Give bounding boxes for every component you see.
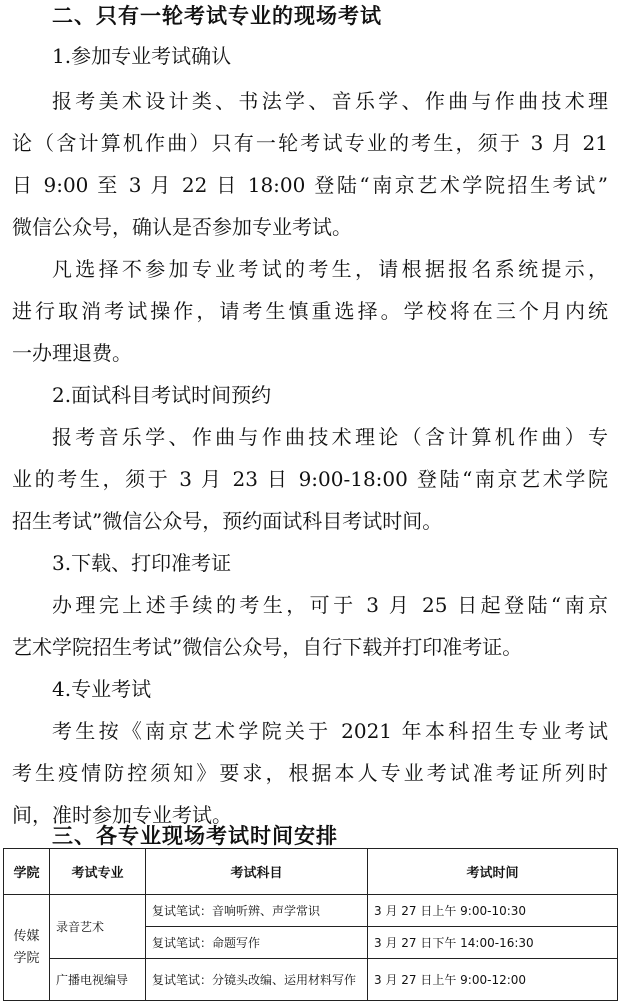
paragraph-line: 报考音乐学、作曲与作曲技术理论（含计算机作曲）专 (52, 425, 608, 449)
major-cell: 广播电视编导 (50, 959, 146, 1001)
column-header-major: 考试专业 (50, 849, 146, 895)
paragraph-line: 进行取消考试操作，请考生慎重选择。学校将在三个月内统 (12, 299, 608, 323)
subsection-3-title: 3.下载、打印准考证 (52, 551, 232, 575)
major-cell: 录音艺术 (50, 895, 146, 959)
table-row (4, 895, 618, 927)
paragraph-line: 微信公众号，确认是否参加专业考试。 (12, 215, 352, 239)
time-cell: 3 月 27 日上午 9:00-10:30 (368, 895, 618, 927)
table-row (4, 959, 618, 1001)
exam-schedule-table (3, 848, 618, 1001)
section-2-heading: 二、只有一轮考试专业的现场考试 (52, 4, 382, 28)
paragraph-line: 论（含计算机作曲）只有一轮考试专业的考生，须于 3 月 21 (12, 131, 608, 155)
time-cell: 3 月 27 日下午 14:00-16:30 (368, 927, 618, 959)
time-cell: 3 月 27 日上午 9:00-12:00 (368, 959, 618, 1001)
paragraph-line: 日 9:00 至 3 月 22 日 18:00 登陆“南京艺术学院招生考试” (12, 173, 608, 197)
paragraph-line: 一办理退费。 (12, 341, 132, 365)
column-header-college: 学院 (4, 849, 50, 895)
paragraph-line: 考生疫情防控须知》要求，根据本人专业考试准考证所列时 (12, 761, 608, 785)
table-header-row (4, 849, 618, 895)
subsection-4-title: 4.专业考试 (52, 677, 152, 701)
subsection-1-title: 1.参加专业考试确认 (52, 44, 232, 68)
paragraph-line: 招生考试”微信公众号，预约面试科目考试时间。 (12, 509, 443, 533)
subject-cell: 复试笔试：分镜头改编、运用材料写作 (146, 959, 368, 1001)
paragraph-line: 业的考生，须于 3 月 23 日 9:00-18:00 登陆“南京艺术学院 (12, 467, 608, 491)
column-header-subject: 考试科目 (146, 849, 368, 895)
paragraph-line: 艺术学院招生考试”微信公众号，自行下载并打印准考证。 (12, 635, 523, 659)
paragraph-line: 报考美术设计类、书法学、音乐学、作曲与作曲技术理 (52, 89, 608, 113)
subject-cell: 复试笔试：命题写作 (146, 927, 368, 959)
college-cell: 传媒学院 (4, 895, 50, 1001)
subject-cell: 复试笔试：音响听辨、声学常识 (146, 895, 368, 927)
paragraph-line: 考生按《南京艺术学院关于 2021 年本科招生专业考试 (52, 719, 608, 743)
section-3-heading: 三、各专业现场考试时间安排 (52, 824, 338, 848)
column-header-time: 考试时间 (368, 849, 618, 895)
paragraph-line: 间，准时参加专业考试。 (12, 803, 232, 827)
subsection-2-title: 2.面试科目考试时间预约 (52, 383, 272, 407)
paragraph-line: 办理完上述手续的考生，可于 3 月 25 日起登陆“南京 (52, 593, 608, 617)
paragraph-line: 凡选择不参加专业考试的考生，请根据报名系统提示， (52, 257, 608, 281)
